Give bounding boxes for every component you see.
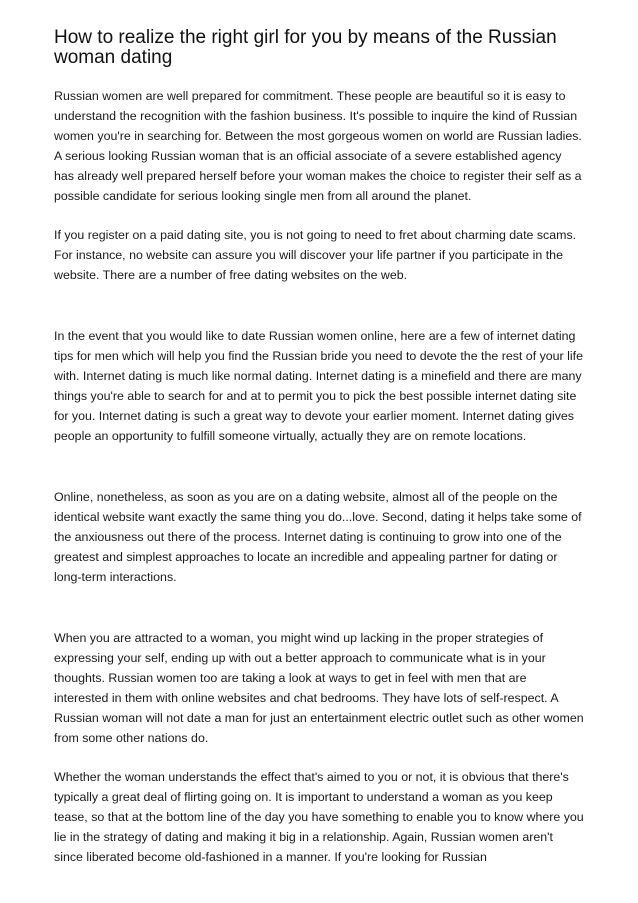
paragraph-2: If you register on a paid dating site, you is not going to need to fret about charming date scams. For instance, no website can assure you will discover your life partner if you participate in the website. There are a number of free dating websites on the web. [54, 228, 577, 282]
paragraph-6: Whether the woman understands the effect that's aimed to you or not, it is obvious that there's typically a great deal of flirting going on. It is important to understand a woman as you keep tease, so that at the bottom line of the day you have something to enable you to know where you lie in the strategy of dating and making it big in a relationship. Again, Russian women aren't since liberated become old-fashioned in a manner. If you're looking for Russian [54, 770, 584, 864]
paragraph-5: When you are attracted to a woman, you might wind up lacking in the proper strategies of expressing your self, ending up with out a better approach to communicate what is in your thoughts. Russian women too are taking a look at ways to get in feel with men that are interested in them with online websites and chat bedrooms. They have lots of self-respect. A Russian woman will not date a man for just an entertainment electric outlet such as other women from some other nations do. [54, 631, 584, 745]
document-page [54, 28, 584, 867]
paragraph-4: Online, nonetheless, as soon as you are on a dating website, almost all of the people on the identical website want exactly the same thing you do...love. Second, dating it helps take some of the anxiousness out there of the process. Internet dating is continuing to grow into one of the greatest and simplest approaches to locate an incredible and appealing partner for dating or long-term interactions. [54, 490, 582, 584]
paragraph-1: Russian women are well prepared for commitment. These people are beautiful so it is easy to understand the recognition with the fashion business. It's possible to inquire the kind of Russian women you're in searching for. Between the most gorgeous women on world are Russian ladies. A serious looking Russian woman that is an official associate of a severe established agency has already well prepared herself before your woman makes the choice to register their self as a possible candidate for serious looking single men from all around the planet. [54, 89, 582, 203]
paragraph-3: In the event that you would like to date Russian women online, here are a few of internet dating tips for men which will help you find the Russian bride you need to devote the the rest of your life with. Internet dating is much like normal dating. Internet dating is a minefield and there are many things you're able to search for and at to permit you to pick the best possible internet dating site for you. Internet dating is such a great way to devote your earlier moment. Internet dating gives people an opportunity to fulfill someone virtually, actually they are on remote locations. [54, 329, 583, 443]
document-title: How to realize the right girl for you by means of the Russian woman dating [54, 27, 557, 68]
